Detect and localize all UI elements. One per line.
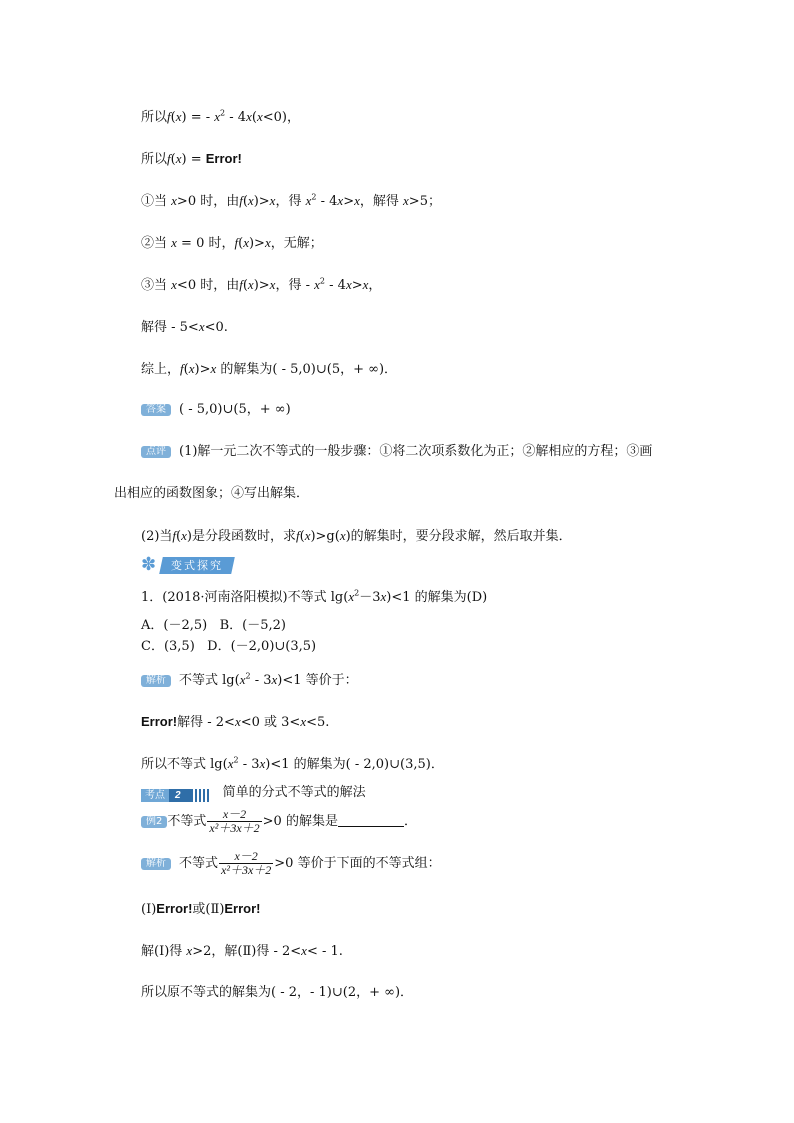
text: 解得 - 5< xyxy=(141,320,199,335)
var: f xyxy=(172,528,177,543)
fraction-numerator: x－2 xyxy=(207,808,261,822)
text-line xyxy=(141,108,300,127)
var: x xyxy=(345,277,352,292)
text: > xyxy=(351,278,363,293)
var: x xyxy=(305,193,312,208)
var: f xyxy=(239,277,243,292)
text: (2)当 xyxy=(141,529,173,544)
text: ，无解； xyxy=(270,236,323,251)
var: x xyxy=(210,361,217,376)
text: ②当 xyxy=(141,236,172,251)
var: x xyxy=(214,109,221,124)
text: 1．(2018·河南洛阳模拟)不等式 lg( xyxy=(141,590,349,605)
var: f xyxy=(234,235,239,250)
text-line xyxy=(114,485,309,503)
text: - 4 xyxy=(316,194,338,209)
text: >0 等价于下面的不等式组： xyxy=(274,856,441,871)
answer-blank[interactable] xyxy=(338,814,404,827)
var: x xyxy=(380,589,387,604)
text: )的解集时，要分段求解，然后取并集． xyxy=(345,529,572,544)
text: <0 时，由 xyxy=(176,278,240,293)
badge-label: 考点 xyxy=(141,789,169,802)
answer-tag: 答案 xyxy=(141,404,171,416)
var: f xyxy=(167,151,171,166)
exponent: 2 xyxy=(233,755,239,765)
text: 解得 - 2< xyxy=(177,715,235,730)
text: ，解得 xyxy=(359,194,404,209)
text-line xyxy=(141,900,261,919)
text: >0 的解集是 xyxy=(262,814,338,829)
var: x xyxy=(171,235,177,250)
text: < - 1. xyxy=(306,944,343,959)
error-field: Error! xyxy=(205,151,242,166)
var: x xyxy=(246,109,252,124)
text: 简单的分式不等式的解法 xyxy=(222,785,366,800)
text-line xyxy=(141,755,444,774)
text: )是分段函数时，求 xyxy=(186,529,296,544)
fraction xyxy=(219,850,273,877)
text: - 3 xyxy=(250,673,272,688)
text: ( xyxy=(238,236,244,251)
exponent: 2 xyxy=(311,192,317,202)
var: x xyxy=(198,319,205,334)
options-line xyxy=(141,638,316,656)
text: 的解集为( - 5,0)∪(5，+ ∞)． xyxy=(216,362,398,377)
var: x xyxy=(247,277,254,292)
text: ③当 xyxy=(141,278,172,293)
text: －3 xyxy=(359,590,381,605)
text: )> xyxy=(253,278,270,293)
text: )> xyxy=(194,362,211,377)
fraction-denominator: x²＋3x＋2 xyxy=(221,863,272,877)
text: 或(Ⅱ) xyxy=(192,902,225,917)
text: ①当 xyxy=(141,194,172,209)
text: )> xyxy=(253,194,270,209)
text: (Ⅰ) xyxy=(141,902,157,917)
exponent: 2 xyxy=(319,276,325,286)
error-field: Error! xyxy=(141,714,178,729)
text: ( xyxy=(170,152,176,167)
var: f xyxy=(295,528,300,543)
text: ) = - xyxy=(181,110,215,125)
text-line xyxy=(141,713,329,732)
text: ， xyxy=(368,278,382,293)
banner-label xyxy=(159,557,235,574)
text: )>g( xyxy=(310,529,340,544)
var: x xyxy=(348,589,355,604)
var: x xyxy=(304,528,311,543)
analysis-line xyxy=(141,850,441,877)
text-line xyxy=(141,234,323,253)
var: x xyxy=(403,193,409,208)
knowledge-point-badge xyxy=(141,789,209,802)
text: C．(3,5) D．(－2,0)∪(3,5) xyxy=(141,639,317,654)
text: > xyxy=(343,194,355,209)
text: 所以原不等式的解集为( - 2，- 1)∪(2，+ ∞)． xyxy=(141,985,414,1000)
analysis-line xyxy=(141,671,358,690)
text: ) = xyxy=(181,152,206,167)
error-field: Error! xyxy=(156,901,193,916)
var: x xyxy=(227,756,234,771)
question-line xyxy=(141,588,487,607)
text: - 4 xyxy=(225,110,247,125)
var: x xyxy=(269,193,276,208)
text: ，得 xyxy=(275,194,306,209)
var: x xyxy=(362,277,369,292)
exponent: 2 xyxy=(220,108,226,118)
var: x xyxy=(175,109,182,124)
var: x xyxy=(186,943,193,958)
knowledge-point-line xyxy=(141,784,366,802)
example-line xyxy=(141,808,417,835)
text: >0 时，由 xyxy=(176,194,240,209)
var: x xyxy=(188,361,195,376)
text: (1)解一元二次不等式的一般步骤：①将二次项系数化为正；②解相应的方程；③画 xyxy=(179,444,653,459)
text: ( xyxy=(242,278,248,293)
var: x xyxy=(171,193,177,208)
badge-stripe xyxy=(191,789,209,802)
var: x xyxy=(175,151,182,166)
text: ( xyxy=(242,194,248,209)
var: x xyxy=(354,193,360,208)
var: f xyxy=(239,193,243,208)
text: <0 或 3< xyxy=(240,715,301,730)
text: ( - 5,0)∪(5，+ ∞) xyxy=(179,402,291,417)
var: x xyxy=(256,109,263,124)
text: 不等式 lg( xyxy=(179,673,240,688)
text-line xyxy=(141,942,343,961)
var: x xyxy=(171,277,177,292)
text-line xyxy=(141,150,242,169)
var: x xyxy=(269,277,276,292)
fraction-numerator: x－2 xyxy=(219,850,273,864)
text: 不等式 xyxy=(179,856,219,871)
var: x xyxy=(301,943,307,958)
text-line xyxy=(141,984,413,1002)
text-line xyxy=(141,318,228,337)
text: 所以 xyxy=(141,110,168,125)
var: f xyxy=(180,361,184,376)
text: ( xyxy=(170,110,176,125)
var: x xyxy=(339,528,346,543)
text: ( xyxy=(176,529,182,544)
banner-text: 变式探究 xyxy=(171,558,223,572)
text: >2，解(Ⅱ)得 - 2< xyxy=(192,944,302,959)
text: ，得 - xyxy=(275,278,315,293)
variant-explore-banner xyxy=(141,556,233,574)
text: 综上， xyxy=(141,362,181,377)
options-line xyxy=(141,617,286,635)
exponent: 2 xyxy=(354,588,360,598)
fraction xyxy=(207,808,261,835)
text: = 0 时， xyxy=(176,236,235,251)
var: x xyxy=(314,277,320,292)
comment-line xyxy=(141,443,652,461)
text: <5. xyxy=(306,715,330,730)
var: x xyxy=(243,235,249,250)
var: f xyxy=(167,109,171,124)
flower-icon: ✽ xyxy=(141,554,157,575)
text: )<1 的解集为(D) xyxy=(386,590,488,605)
analysis-tag: 解析 xyxy=(141,858,171,870)
var: x xyxy=(264,235,271,250)
text-line xyxy=(141,527,572,546)
answer-line xyxy=(141,401,291,419)
text: 出相应的函数图象；④写出解集． xyxy=(114,486,310,501)
var: x xyxy=(271,672,278,687)
comment-tag: 点评 xyxy=(141,446,171,458)
text: ． xyxy=(403,814,417,829)
text: 所以不等式 lg( xyxy=(141,757,228,772)
text: 所以 xyxy=(141,152,168,167)
var: x xyxy=(259,756,266,771)
exponent: 2 xyxy=(245,671,251,681)
var: x xyxy=(234,714,241,729)
var: x xyxy=(300,714,307,729)
text: 解(Ⅰ)得 xyxy=(141,944,187,959)
text-line xyxy=(141,276,381,295)
var: x xyxy=(181,528,187,543)
text: >5； xyxy=(408,194,441,209)
text: ( xyxy=(183,362,189,377)
text: 不等式 xyxy=(167,814,207,829)
text-line xyxy=(141,192,441,211)
text: <0. xyxy=(204,320,228,335)
text: - 3 xyxy=(238,757,260,772)
analysis-tag: 解析 xyxy=(141,675,171,687)
text: )<1 的解集为( - 2,0)∪(3,5)． xyxy=(265,757,444,772)
var: x xyxy=(247,193,254,208)
text: ( xyxy=(251,110,257,125)
text-line xyxy=(141,360,397,379)
text: )> xyxy=(248,236,265,251)
text: - 4 xyxy=(325,278,346,293)
badge-number: 2 xyxy=(169,789,191,802)
text: <0)， xyxy=(262,110,300,125)
var: x xyxy=(337,193,344,208)
text: )<1 等价于： xyxy=(277,673,358,688)
text: ( xyxy=(299,529,305,544)
error-field: Error! xyxy=(224,901,261,916)
var: x xyxy=(239,672,246,687)
example-tag: 例2 xyxy=(141,816,167,828)
fraction-denominator: x²＋3x＋2 xyxy=(209,821,260,835)
text: A．(－2,5) B．(－5,2) xyxy=(141,618,286,633)
